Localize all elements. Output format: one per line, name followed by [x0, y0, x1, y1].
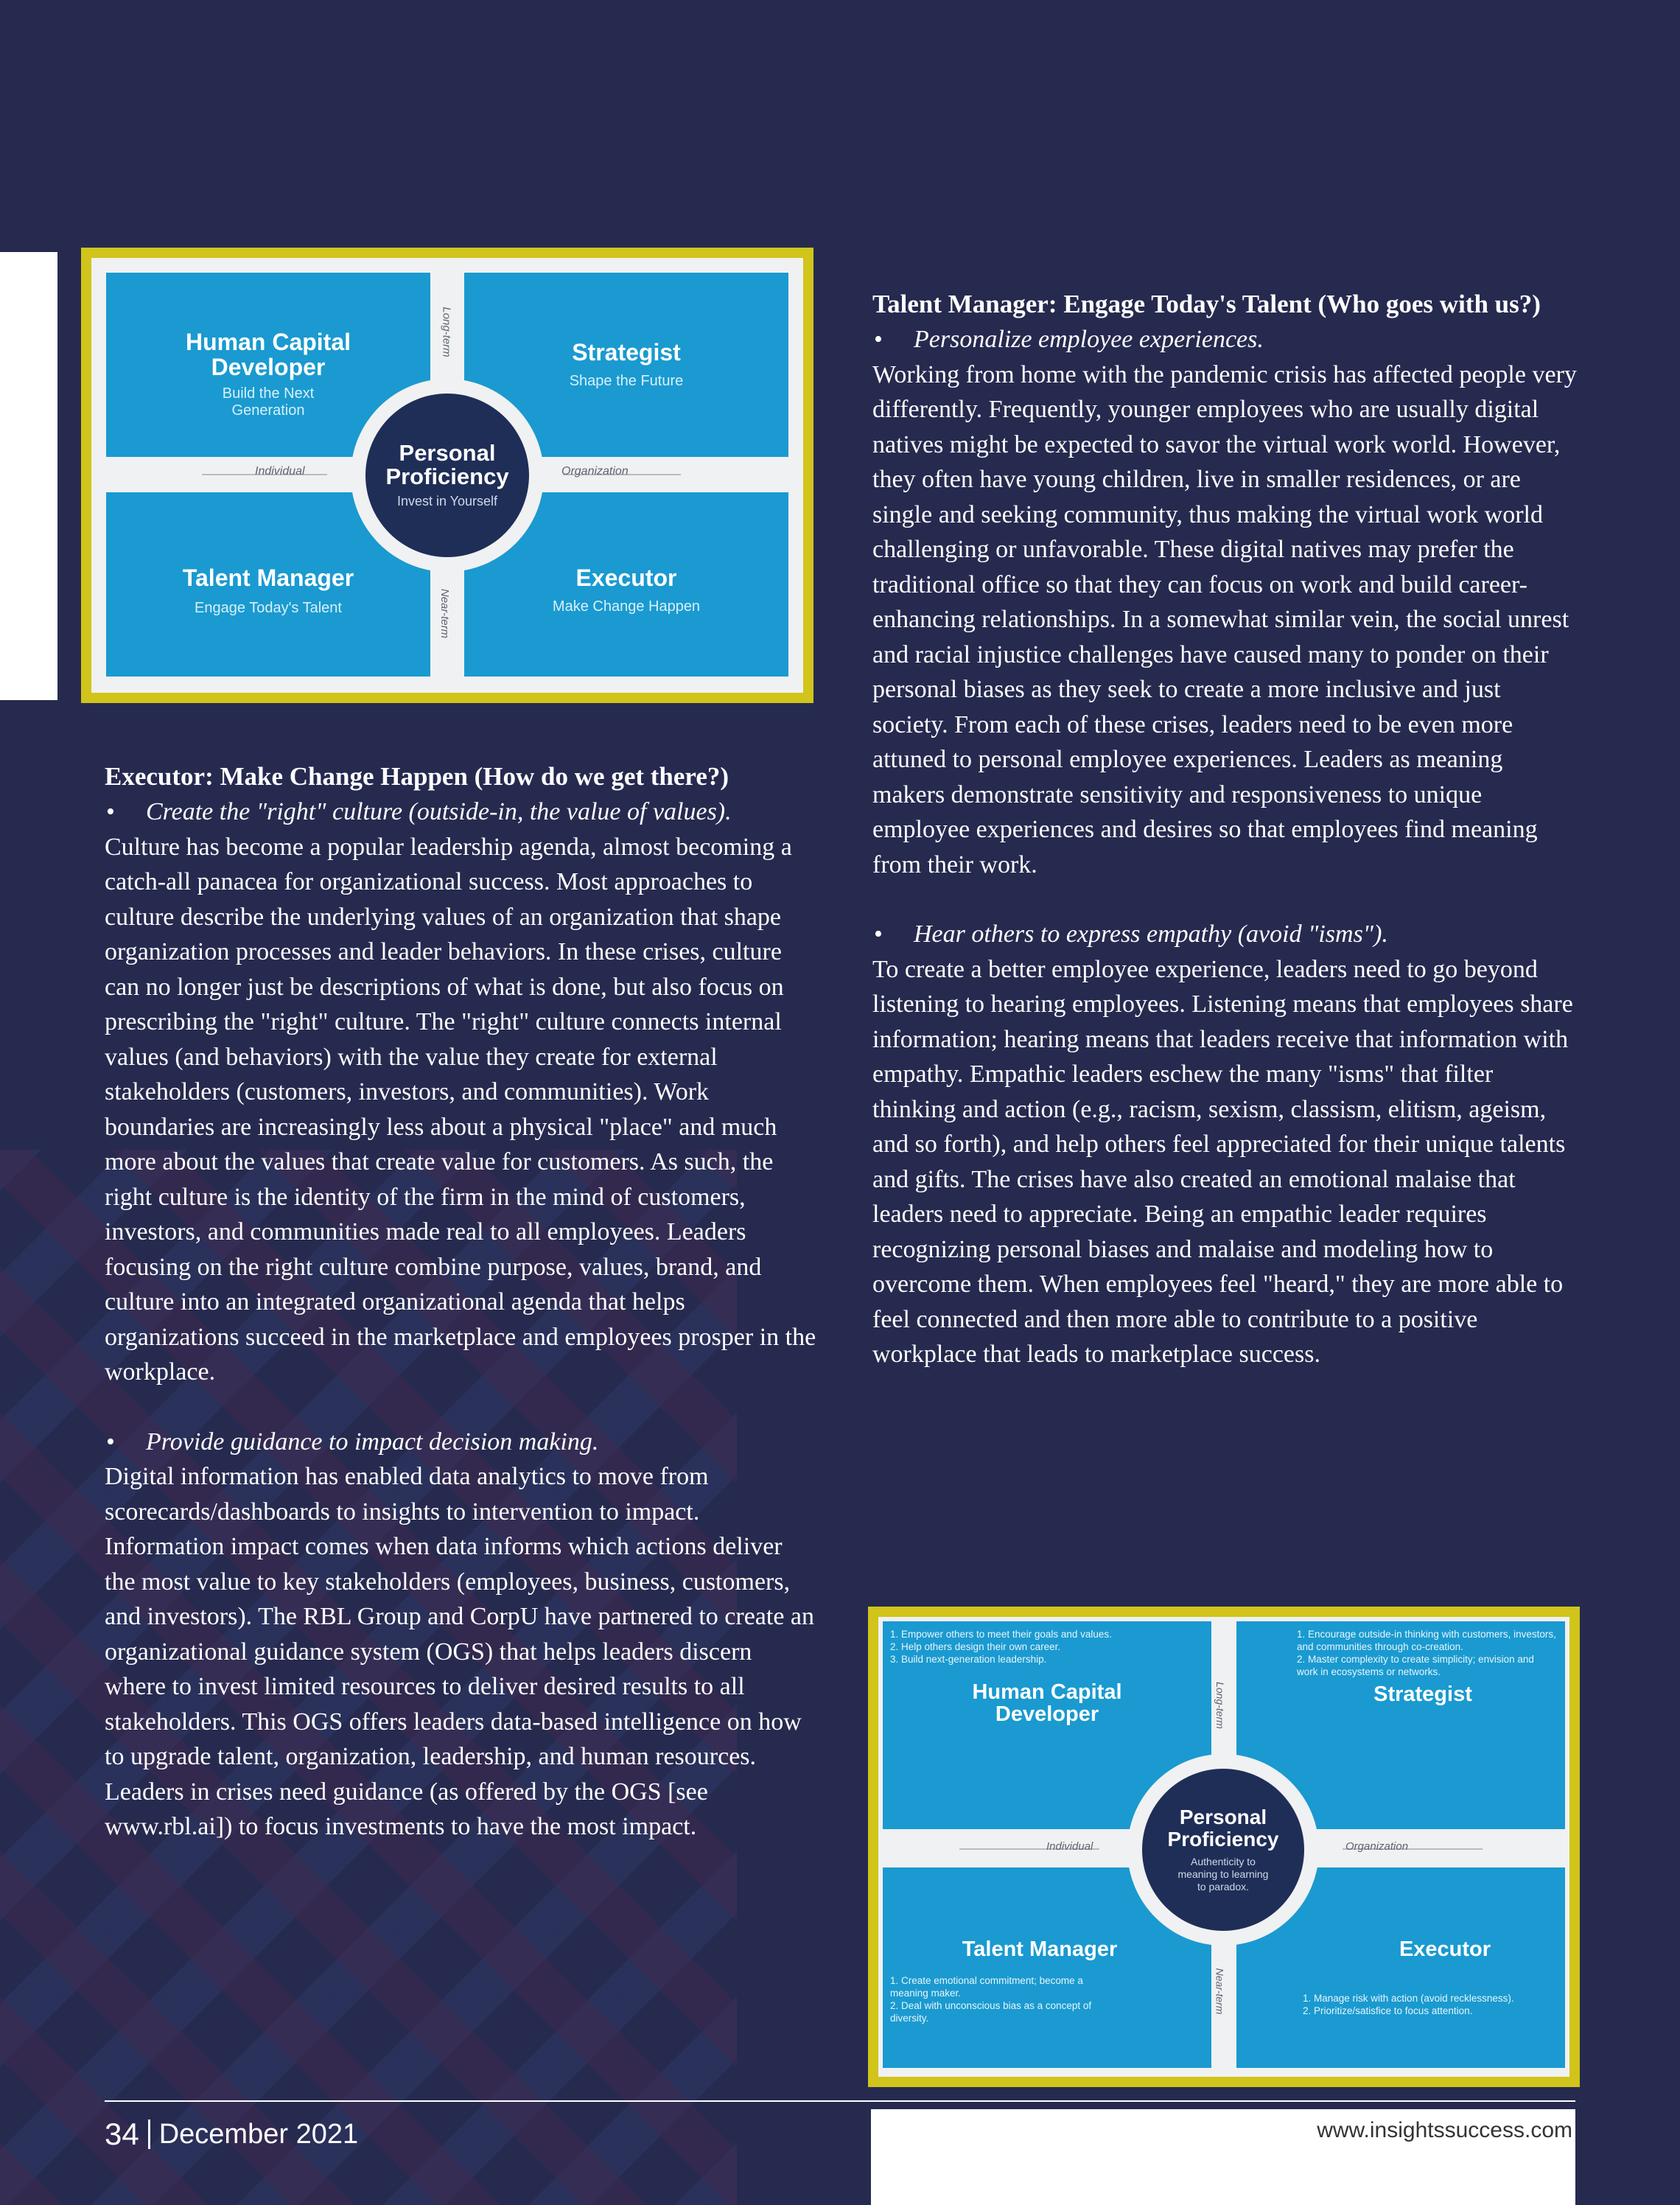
axis-label-long-term: Long-term — [440, 307, 453, 357]
quad-title: Talent Manager — [962, 1937, 1118, 1961]
quad-title: Strategist — [1373, 1682, 1472, 1706]
center-personal-proficiency — [1142, 1769, 1304, 1931]
spacer — [872, 882, 1580, 917]
website-url: www.insightssuccess.com — [1317, 2118, 1572, 2142]
quad-title: Human Capital — [972, 1680, 1122, 1704]
center-subtitle: to paradox. — [1197, 1880, 1250, 1893]
quad-title: Human Capital — [185, 329, 351, 355]
axis-label-organization: Organization — [1345, 1840, 1409, 1853]
list-item: 1. Manage risk with action (avoid recklessness). — [1303, 1993, 1514, 2005]
quad-subtitle: Build the Next — [222, 385, 315, 402]
axis-label-long-term: Long-term — [1214, 1682, 1226, 1729]
center-personal-proficiency — [365, 394, 529, 557]
quad-subtitle: Engage Today's Talent — [195, 599, 342, 616]
axis-label-individual: Individual — [255, 465, 305, 478]
paragraph: To create a better employee experience, leaders need to go beyond listening to hearing employees. Listening means that employees share information; hearing means that leaders receive that information with empathy. Empathic leaders eschew the many "isms" that filter thinking and action (e.g., racism, sexism, classism, elitism, ageism, and so forth), and help others feel appreciated for their unique talents and gifts. The crises have also created an emotional malaise that leaders need to appreciate. Being an empathic leader requires recognizing personal biases and malaise and modeling how to overcome them. When employees feel "heard," they are more able to feel connected and then more able to contribute to a positive workplace that leads to marketplace success. — [872, 955, 1573, 1368]
paragraph: Culture has become a popular leadership agenda, almost becoming a catch-all panacea for organizational success. Most approaches to culture describe the underlying values of an organization that shape organization processes and leader behaviors. In these crises, culture can no longer just be descriptions of what is done, but also focus on prescribing the "right" culture. The "right" culture connects internal values (and behaviors) with the value they create for external stakeholders (customers, investors, and communities). Work boundaries are increasingly less about a physical "place" and much more about the values that create value for customers. As such, the right culture is the identity of the firm in the mind of customers, investors, and communities made real to all employees. Leaders focusing on the right culture combine purpose, values, brand, and culture into an integrated organizational agenda that helps organizations succeed in the marketplace and employees prosper in the workplace. — [105, 833, 816, 1385]
quad-subtitle: Shape the Future — [569, 372, 684, 389]
paragraph: Working from home with the pandemic crisis has affected people very differently. Frequently, younger employees who are usually digital natives might be expected to savor the virtual work world. However, they often have young children, live in smaller residences, or are single and seeking community, thus making the virtual work world challenging or unfavorable. These digital natives may prefer the traditional office so that they can focus on work and build career-enhancing relationships. In a somewhat similar vein, the social unrest and racial injustice challenges have caused many to ponder on their personal biases as they seek to create a more inclusive and just society. From each of these crises, leaders need to be even more attuned to personal employee experiences. Leaders as meaning makers demonstrate sensitivity and responsiveness to unique employee experiences and desires so that employees find meaning from their work. — [872, 360, 1577, 878]
bullet-item: • Provide guidance to impact decision making. — [105, 1425, 816, 1460]
center-subtitle: Invest in Yourself — [396, 493, 498, 509]
quad-title: Executor — [575, 565, 677, 591]
diagram-canvas — [91, 258, 803, 693]
list-item: 3. Build next-generation leadership. — [890, 1653, 1047, 1665]
leadership-diagram-bottom — [868, 1607, 1580, 2087]
quad-title: Developer — [211, 353, 326, 380]
list-item: 2. Master complexity to create simplicity; envision and work in ecosystems or networks. — [1297, 1653, 1534, 1677]
footer-divider — [105, 2100, 1575, 2102]
list-item: 2. Prioritize/satisfice to focus attention. — [1303, 2005, 1473, 2017]
footer-separator — [148, 2120, 150, 2149]
list-item: 2. Help others design their own career. — [890, 1640, 1061, 1652]
quad-subtitle: Generation — [231, 402, 305, 419]
right-column — [872, 287, 1580, 1372]
diagram-canvas — [878, 1617, 1569, 2077]
center-title: Personal — [1179, 1806, 1267, 1829]
list-item: 2. Deal with unconscious bias as a concept of diversity. — [890, 2000, 1092, 2024]
quad-title: Strategist — [572, 339, 681, 366]
bullet-item: • Personalize employee experiences. — [872, 322, 1580, 357]
bullet-item: • Create the "right" culture (outside-in, the value of values). — [105, 794, 816, 830]
quad-subtitle: Make Change Happen — [552, 598, 701, 615]
axis-label-near-term: Near-term — [438, 588, 452, 639]
center-subtitle: meaning to learning — [1177, 1867, 1269, 1880]
leadership-diagram-top — [81, 248, 813, 703]
quad-title: Talent Manager — [182, 565, 354, 591]
page-number: 34 — [105, 2117, 139, 2151]
quad-title: Executor — [1399, 1937, 1491, 1961]
decorative-white-strip — [0, 252, 57, 700]
section-heading-executor: Executor: Make Change Happen (How do we get there?) — [105, 762, 729, 791]
left-column — [105, 759, 816, 1845]
bullet-item: • Hear others to express empathy (avoid "isms"). — [872, 917, 1580, 952]
axis-label-individual: Individual — [1046, 1840, 1093, 1853]
center-title: Personal — [399, 439, 496, 466]
issue-date: December 2021 — [158, 2118, 359, 2150]
list-item: 1. Empower others to meet their goals and values. — [890, 1629, 1112, 1640]
spacer — [105, 1390, 816, 1425]
axis-label-near-term: Near-term — [1214, 1968, 1226, 2015]
footer-page-info — [105, 2117, 358, 2152]
quad-title: Developer — [995, 1702, 1099, 1727]
list-item: 1. Create emotional commitment; become a meaning maker. — [890, 1975, 1083, 1999]
list-item: 1. Encourage outside-in thinking with customers, investors, and communities through co-creation. — [1297, 1629, 1556, 1652]
section-heading-talent-manager: Talent Manager: Engage Today's Talent (Who goes with us?) — [872, 290, 1541, 318]
axis-label-organization: Organization — [561, 465, 629, 478]
center-title: Proficiency — [1167, 1827, 1279, 1851]
paragraph: Digital information has enabled data analytics to move from scorecards/dashboards to insights to intervention to impact. Information impact comes when data informs which actions deliver the most value to key stakeholders (employees, business, customers, and investors). The RBL Group and CorpU have partnered to create an organizational guidance system (OGS) that helps leaders discern where to invest limited resources to deliver desired results to all stakeholders. This OGS offers leaders data-based intelligence on how to upgrade talent, organization, leadership, and human resources. Leaders in crises need guidance (as offered by the OGS [see www.rbl.ai]) to focus investments to have the most impact. — [105, 1463, 815, 1840]
center-title: Proficiency — [385, 464, 509, 490]
center-subtitle: Authenticity to — [1191, 1856, 1256, 1868]
